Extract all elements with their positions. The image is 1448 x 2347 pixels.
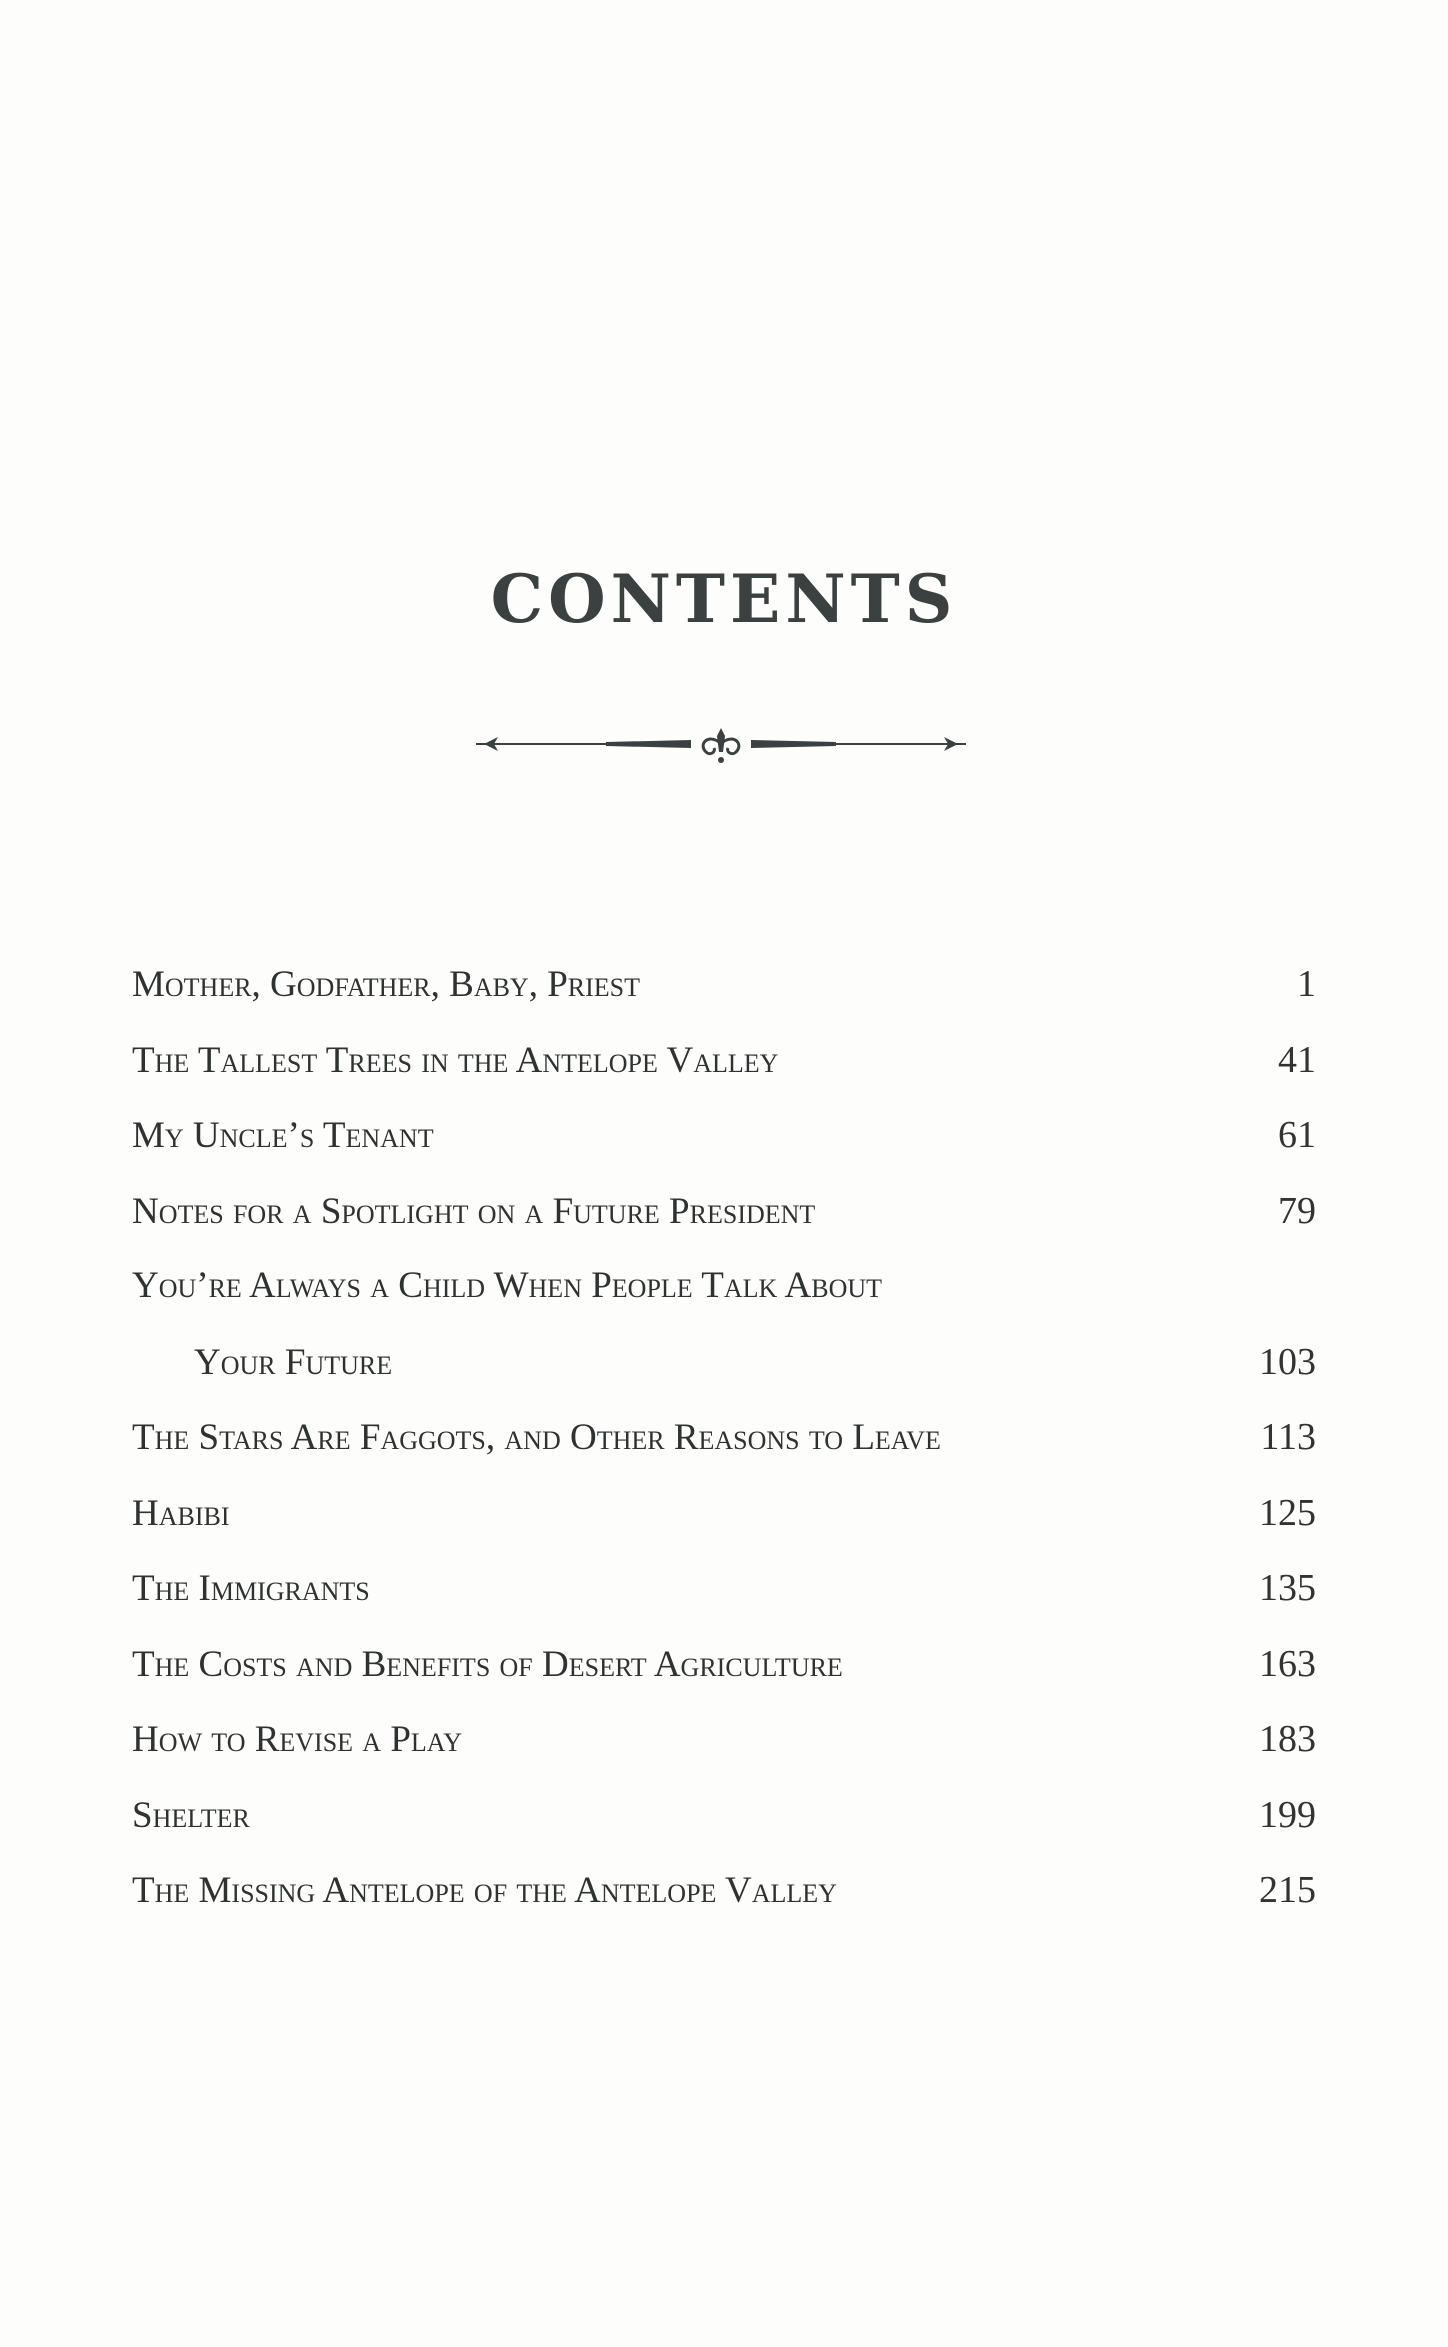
toc-entry-title: Mother, Godfather, Baby, Priest [132, 964, 641, 1005]
page-title: CONTENTS [490, 560, 958, 638]
toc-entry-page: 125 [1259, 1491, 1316, 1534]
toc-entry-title: The Missing Antelope of the Antelope Valley [132, 1870, 837, 1911]
toc-entry-page: 41 [1278, 1038, 1316, 1081]
toc-entry[interactable] [132, 1264, 1316, 1340]
toc-entry[interactable] [132, 1113, 1316, 1189]
toc-entry[interactable] [132, 1415, 1316, 1491]
toc-entry-title: Your Future [194, 1341, 393, 1383]
toc-entry[interactable] [132, 1491, 1316, 1567]
toc-entry[interactable] [132, 1793, 1316, 1869]
toc-entry[interactable] [132, 962, 1316, 1038]
toc-entry-page: 103 [1259, 1340, 1316, 1383]
toc-entry-page: 163 [1259, 1642, 1316, 1685]
toc-entry-page: 79 [1278, 1189, 1316, 1232]
toc-entry-page: 61 [1278, 1114, 1316, 1156]
table-of-contents [132, 962, 1316, 1944]
toc-entry-title: How to Revise a Play [132, 1719, 462, 1760]
fleuron-divider-icon [476, 722, 966, 766]
toc-entry-page: 183 [1259, 1718, 1316, 1760]
toc-entry[interactable] [132, 1189, 1316, 1265]
toc-entry[interactable] [132, 1038, 1316, 1114]
toc-entry[interactable] [132, 1642, 1316, 1718]
toc-entry-continuation[interactable] [132, 1340, 1316, 1416]
toc-entry[interactable] [132, 1717, 1316, 1793]
toc-entry-page: 113 [1260, 1416, 1316, 1458]
toc-entry-title: You’re Always a Child When People Talk About [132, 1265, 883, 1306]
toc-entry[interactable] [132, 1868, 1316, 1944]
toc-entry-title: My Uncle’s Tenant [132, 1115, 434, 1156]
toc-entry-page: 1 [1297, 963, 1316, 1005]
toc-entry-title: The Immigrants [132, 1568, 370, 1609]
toc-entry-title: Shelter [132, 1794, 250, 1836]
toc-entry-title: The Tallest Trees in the Antelope Valley [132, 1039, 779, 1081]
toc-entry-title: Notes for a Spotlight on a Future President [132, 1190, 816, 1232]
toc-entry-page: 135 [1259, 1567, 1316, 1609]
toc-entry-title: The Costs and Benefits of Desert Agriculture [132, 1643, 843, 1685]
toc-entry-page: 199 [1259, 1793, 1316, 1836]
toc-entry[interactable] [132, 1566, 1316, 1642]
toc-entry-title: The Stars Are Faggots, and Other Reasons to Leave [132, 1417, 941, 1458]
toc-entry-page: 215 [1259, 1869, 1316, 1911]
toc-entry-title: Habibi [132, 1492, 230, 1534]
